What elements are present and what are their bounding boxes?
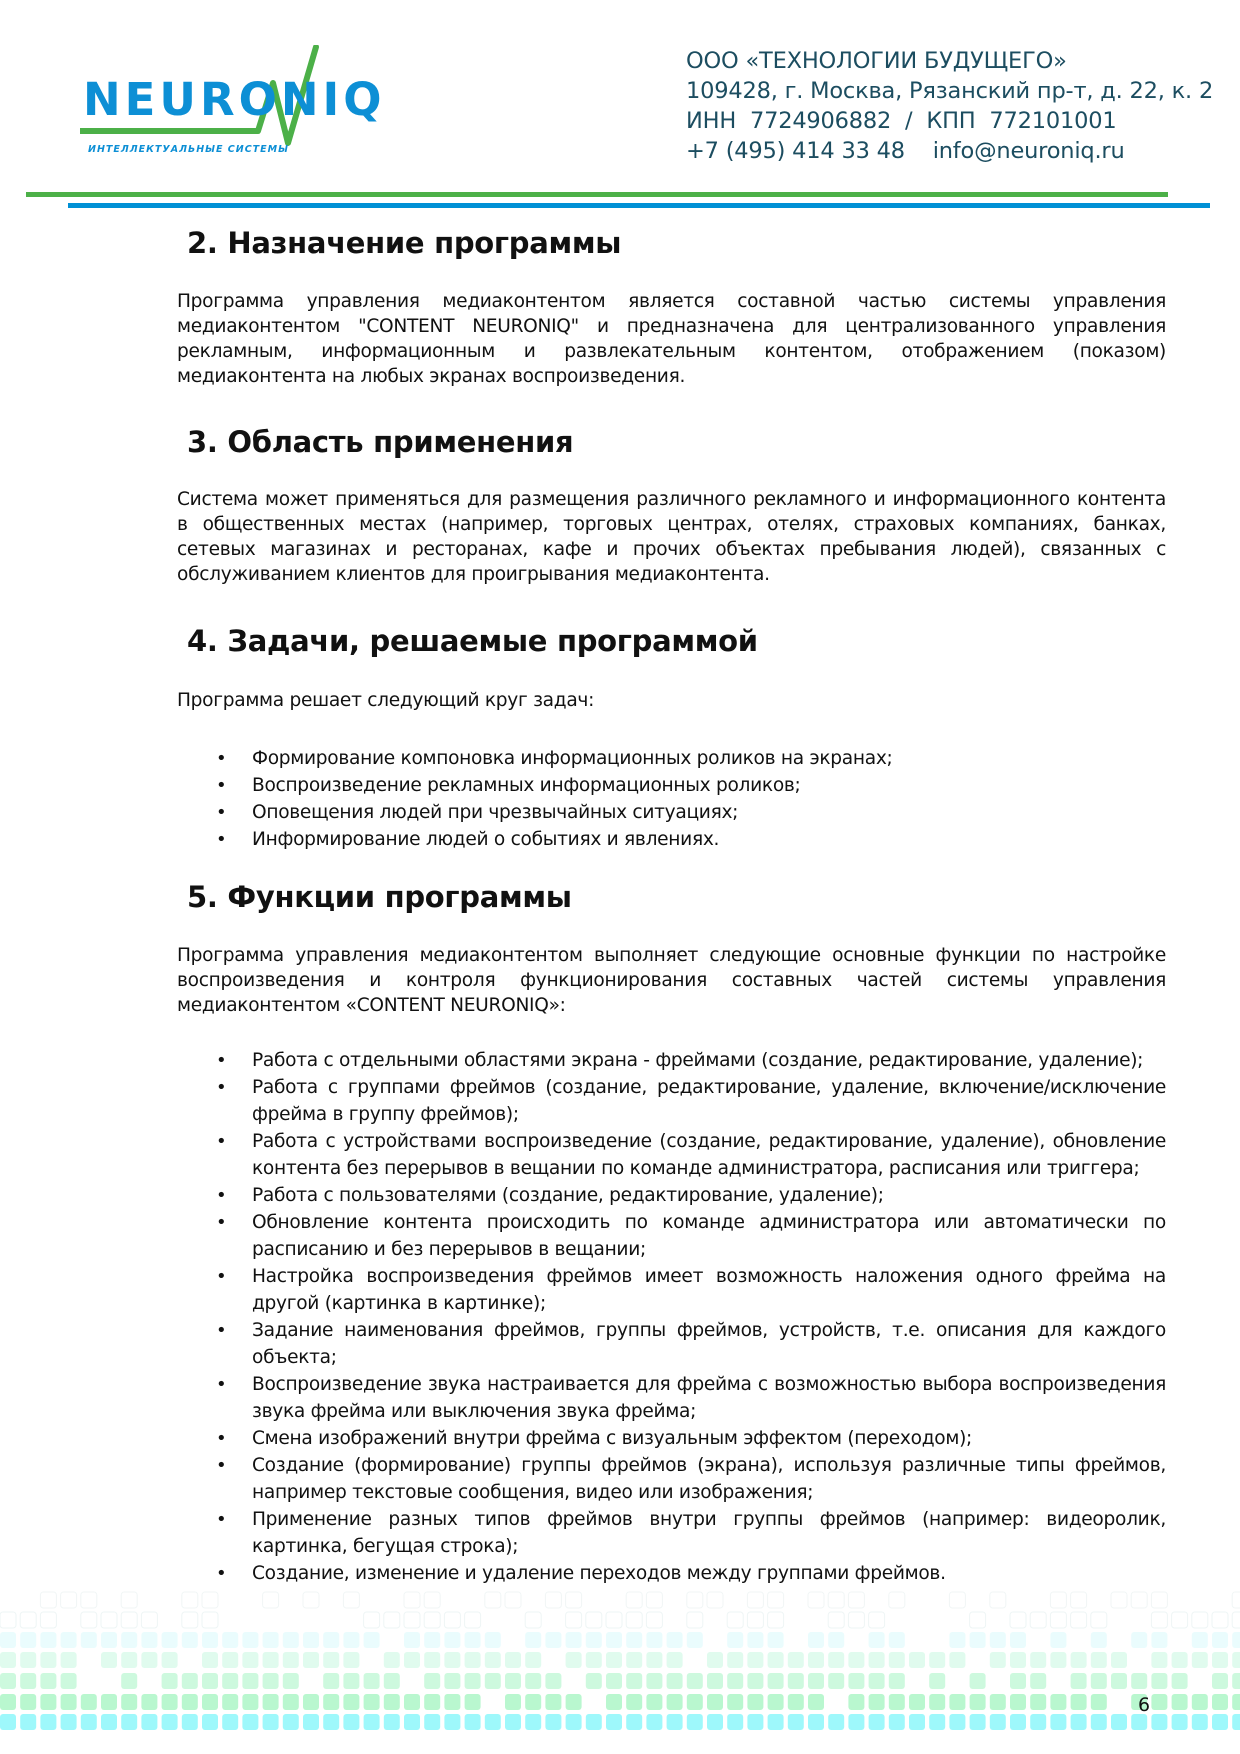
section-paragraph-purpose: Программа управления медиаконтентом является составной частью системы управления медиаконтентом "CONTENT NEURONIQ" и предназначена для централизованного управления рекламным, информационным и развлекательным контентом, отображением (показом) медиаконтента на любых экранах воспроизведения. <box>177 291 1166 387</box>
company-address: 109428, г. Москва, Рязанский пр-т, д. 22, к. 2 <box>686 78 1214 104</box>
footer-decorative-pattern <box>0 1524 1240 1754</box>
tasks-list <box>177 745 1166 853</box>
list-item: • Обновление контента происходить по команде администратора или автоматически по расписанию и без перерывов в вещании; <box>177 1209 1166 1263</box>
list-item: • Воспроизведение звука настраивается для фрейма с возможностью выбора воспроизведения звука фрейма или выключения звука фрейма; <box>177 1371 1166 1425</box>
header-divider-blue <box>68 203 1210 208</box>
list-item: • Применение разных типов фреймов внутри группы фреймов (например: видеоролик, картинка, бегущая строка); <box>177 1506 1166 1560</box>
bullet-icon: • <box>216 1131 227 1152</box>
bullet-icon: • <box>216 1563 227 1584</box>
section-paragraph-tasks: Программа решает следующий круг задач: <box>177 690 595 711</box>
logo-wordmark: NEURONIQ <box>83 73 386 126</box>
section-title-scope: 3. Область применения <box>187 425 574 459</box>
list-item: • Создание, изменение и удаление переходов между группами фреймов. <box>177 1560 1166 1587</box>
list-item: • Информирование людей о событиях и явлениях. <box>177 826 1166 853</box>
list-item: • Формирование компоновка информационных роликов на экранах; <box>177 745 1166 772</box>
list-item: • Создание (формирование) группы фреймов (экрана), используя различные типы фреймов, например текстовые сообщения, видео или изображения; <box>177 1452 1166 1506</box>
list-item: • Настройка воспроизведения фреймов имеет возможность наложения одного фрейма на другой (картинка в картинке); <box>177 1263 1166 1317</box>
company-name: ООО «ТЕХНОЛОГИИ БУДУЩЕГО» <box>686 48 1067 74</box>
logo-tagline: ИНТЕЛЛЕКТУАЛЬНЫЕ СИСТЕМЫ <box>88 144 289 155</box>
section-title-purpose: 2. Назначение программы <box>187 226 622 260</box>
list-item: • Работа с группами фреймов (создание, редактирование, удаление, включение/исключение фрейма в группу фреймов); <box>177 1074 1166 1128</box>
list-item: • Оповещения людей при чрезвычайных ситуациях; <box>177 799 1166 826</box>
bullet-icon: • <box>216 1455 227 1476</box>
bullet-icon: • <box>216 1320 227 1341</box>
company-details <box>686 46 1213 166</box>
bullet-icon: • <box>216 1266 227 1287</box>
section-paragraph-functions: Программа управления медиаконтентом выполняет следующие основные функции по настройке воспроизведения и контроля функционирования составных частей системы управления медиаконтентом «CONTENT NEURONIQ»: <box>177 945 1166 1016</box>
header-divider-green <box>26 192 1168 197</box>
bullet-icon: • <box>216 1077 227 1098</box>
section-paragraph-scope: Система может применяться для размещения различного рекламного и информационного контента в общественных местах (например, торговых центрах, отелях, страховых компаниях, банках, сетевых магазинах и ресторанах, кафе и прочих объектах пребывания людей), связанных с обслуживанием клиентов для проигрывания медиаконтента. <box>177 489 1166 585</box>
bullet-icon: • <box>216 829 227 850</box>
list-item: • Работа с отдельными областями экрана - фреймами (создание, редактирование, удаление); <box>177 1047 1166 1074</box>
bullet-icon: • <box>216 1185 227 1206</box>
bullet-icon: • <box>216 1428 227 1449</box>
list-item: • Смена изображений внутри фрейма с визуальным эффектом (переходом); <box>177 1425 1166 1452</box>
functions-list <box>177 1047 1166 1587</box>
bullet-icon: • <box>216 748 227 769</box>
bullet-icon: • <box>216 802 227 823</box>
bullet-icon: • <box>216 1509 227 1530</box>
list-item: • Задание наименования фреймов, группы фреймов, устройств, т.е. описания для каждого объекта; <box>177 1317 1166 1371</box>
bullet-icon: • <box>216 1212 227 1233</box>
section-title-tasks: 4. Задачи, решаемые программой <box>187 624 758 658</box>
company-contacts: +7 (495) 414 33 48 info@neuroniq.ru <box>686 138 1125 164</box>
list-item: • Работа с пользователями (создание, редактирование, удаление); <box>177 1182 1166 1209</box>
bullet-icon: • <box>216 1050 227 1071</box>
company-tax-ids: ИНН 7724906882 / КПП 772101001 <box>686 108 1117 134</box>
list-item: • Работа с устройствами воспроизведение (создание, редактирование, удаление), обновление контента без перерывов в вещании по команде администратора, расписания или триггера; <box>177 1128 1166 1182</box>
bullet-icon: • <box>216 1374 227 1395</box>
bullet-icon: • <box>216 775 227 796</box>
company-logo <box>80 45 410 160</box>
section-title-functions: 5. Функции программы <box>187 880 572 914</box>
list-item: • Воспроизведение рекламных информационных роликов; <box>177 772 1166 799</box>
page-number: 6 <box>1138 1694 1151 1716</box>
